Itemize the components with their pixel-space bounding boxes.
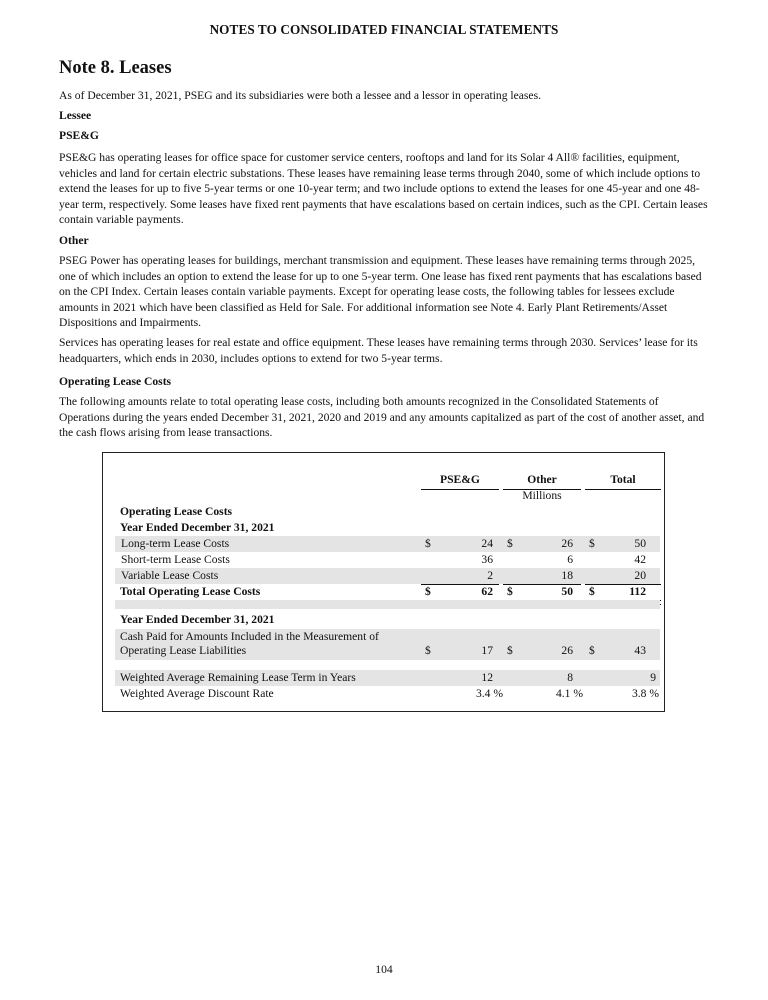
pseg-paragraph: PSE&G has operating leases for office space for customer service centers, rooftops and land for its Solar 4 All® facilities, equipment, vehicles and land for certain electric substations. These leases have remaining lease terms through 2040, some of which include options to extend the leases for up to five 5-year terms or one 10-year term; and two include options to extend the leases for one 45-year and one 48-year term, respectively. Some leases have fixed rent payments that have escalations based on certain indices, such as the CPI. Certain leases contain variable payments. bbox=[59, 151, 708, 226]
row-label: Total Operating Lease Costs bbox=[120, 585, 261, 598]
dollar-sign: $ bbox=[589, 644, 595, 657]
value-other: 6 bbox=[567, 553, 573, 566]
row-label-line2: Operating Lease Liabilities bbox=[120, 644, 247, 657]
year-row-2 bbox=[115, 612, 660, 628]
dollar-sign: $ bbox=[507, 585, 513, 598]
value-other: 26 bbox=[561, 537, 573, 550]
value-pseg: 62 bbox=[481, 585, 493, 598]
lease-cost-table bbox=[102, 452, 665, 712]
page-number: 104 bbox=[375, 963, 393, 976]
intro-paragraph: As of December 31, 2021, PSEG and its subsidiaries were both a lessee and a lessor in operating leases. bbox=[59, 89, 541, 102]
year-label-1: Year Ended December 31, 2021 bbox=[120, 521, 275, 534]
row-label: Long-term Lease Costs bbox=[121, 537, 230, 550]
value-other: 26 bbox=[561, 644, 573, 657]
lease-term-row bbox=[115, 670, 660, 686]
value-total: 43 bbox=[634, 644, 646, 657]
row-label: Variable Lease Costs bbox=[121, 569, 219, 582]
value-pseg: 3.4 % bbox=[475, 687, 503, 700]
value-total: 42 bbox=[634, 553, 646, 566]
value-total: 50 bbox=[634, 537, 646, 550]
table-row bbox=[115, 568, 660, 584]
dollar-sign: $ bbox=[507, 537, 513, 550]
dollar-sign: $ bbox=[425, 585, 431, 598]
lessee-heading: Lessee bbox=[59, 109, 92, 122]
units-label: Millions bbox=[522, 489, 562, 502]
table-row bbox=[115, 536, 660, 552]
value-pseg: 24 bbox=[481, 537, 493, 550]
col-underline-pseg bbox=[421, 489, 499, 490]
discount-rate-row bbox=[115, 686, 660, 702]
total-row bbox=[115, 584, 660, 600]
cash-paid-row bbox=[115, 629, 660, 660]
value-other: 50 bbox=[561, 585, 573, 598]
col-underline-total bbox=[585, 489, 661, 490]
section-title: Operating Lease Costs bbox=[120, 505, 233, 518]
note-title: Note 8. Leases bbox=[59, 58, 172, 78]
value-other: 4.1 % bbox=[555, 687, 583, 700]
dollar-sign: $ bbox=[589, 537, 595, 550]
value-pseg: 17 bbox=[481, 644, 493, 657]
row-label: Weighted Average Remaining Lease Term in Years bbox=[120, 671, 356, 684]
dollar-sign: $ bbox=[507, 644, 513, 657]
other-heading: Other bbox=[59, 234, 89, 247]
olc-paragraph: The following amounts relate to total operating lease costs, including both amounts recognized in the Consolidated Statements of Operations during the years ended December 31, 2021, 2020 and 2019 and any amounts capitalized as part of the cost of another asset, and the cash flows arising from lease transactions. bbox=[59, 395, 705, 439]
dollar-sign: $ bbox=[425, 537, 431, 550]
year-row-1 bbox=[115, 520, 660, 536]
spacer-row bbox=[115, 600, 660, 609]
value-total: 9 bbox=[650, 671, 656, 684]
other-paragraph-2: Services has operating leases for real estate and office equipment. These leases have remaining terms through 2030. Services’ lease for its headquarters, which ends in 2030, includes options to extend for two 5-year terms. bbox=[59, 336, 698, 365]
value-total: 112 bbox=[629, 585, 646, 598]
value-other: 18 bbox=[561, 569, 573, 582]
row-label-line1: Cash Paid for Amounts Included in the Measurement of bbox=[120, 630, 379, 643]
col-header-pseg: PSE&G bbox=[440, 473, 480, 486]
table-row bbox=[115, 552, 660, 568]
other-paragraph-1: PSEG Power has operating leases for buildings, merchant transmission and equipment. These leases have remaining terms through 2025, one of which includes an option to extend the lease for up to one 5-year term. One lease has fixed rent payments that has escalations based on the CPI Index. Certain leases contain variable payments. Except for operating lease costs, the following tables for lessees exclude amounts in 2021 which have been classified as Held for Sale. For additional information see Note 4. Early Plant Retirements/Asset Dispositions and Impairments. bbox=[59, 254, 702, 329]
value-pseg: 12 bbox=[481, 671, 493, 684]
page-header: NOTES TO CONSOLIDATED FINANCIAL STATEMENTS bbox=[209, 22, 559, 37]
col-header-total: Total bbox=[610, 473, 636, 486]
olc-heading: Operating Lease Costs bbox=[59, 375, 172, 388]
section-title-row bbox=[115, 504, 660, 520]
col-header-other: Other bbox=[527, 473, 557, 486]
year-label-2: Year Ended December 31, 2021 bbox=[120, 613, 275, 626]
value-pseg: 36 bbox=[481, 553, 493, 566]
value-pseg: 2 bbox=[487, 569, 493, 582]
dollar-sign: $ bbox=[425, 644, 431, 657]
value-total: 3.8 % bbox=[631, 687, 659, 700]
value-other: 8 bbox=[567, 671, 573, 684]
row-label: Weighted Average Discount Rate bbox=[120, 687, 274, 700]
dollar-sign: $ bbox=[589, 585, 595, 598]
pseg-heading: PSE&G bbox=[59, 129, 99, 142]
value-total: 20 bbox=[634, 569, 646, 582]
row-label: Short-term Lease Costs bbox=[121, 553, 230, 566]
